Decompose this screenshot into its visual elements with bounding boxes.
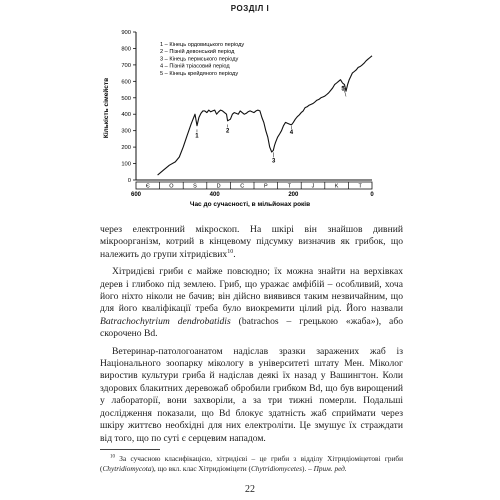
paragraph-3: Ветеринар-патологоанатом надіслав зразки заражених жаб із Національного зоопарку мікологу в університеті штату Мен. Міколог виростив культури гриба й надіслав деякі їх назад у Вашингтон. Коли здорових блакитних деревожаб обробили грибком Bd, що був вирощений у лабораторії, вони захворіли, а за три тижні померли. Подальші дослідження показали, що Bd блокує здатність жаб сприймати через шкіру життєво необхідні для них електроліти. Це змушує їх страждати від того, що по суті є серцевим нападом. [100,345,403,444]
paragraph-2 [100,266,403,340]
paragraph-2-text-a: Хітридієві гриби є майже повсюдно; їх можна знайти на верхівках дерев і глибоко під землею. Гриб, що уражає амфібій – особливий, хоча його ніхто ніколи не бачив; він дійсно виявився таким незвичайним, що для його кваліфікації треба було виокремити цілий рід. Його назвали [100,266,403,315]
y-tick-label: 100 [121,161,131,168]
paragraph-2-text-b: (batrachos – грецькою «жаба»), або скорочено Bd. [100,315,403,340]
x-tick-label: 600 [130,192,142,198]
chart-legend [160,42,244,77]
editor-note: Прим. ред. [313,463,347,473]
paragraph-1-text: через електронний мікроскоп. На шкірі він знайшов дивний мікроорганізм, котрий в кінцевому підсумку визначив як грибок, що належить до групи хітридієвих [100,224,403,260]
y-tick-label: 900 [121,30,131,36]
footnote-number: 10 [110,454,115,460]
body-text [100,224,403,450]
y-tick-label: 400 [121,112,131,119]
footnote-divider [100,449,160,450]
marker-label: 2 [225,128,230,135]
paragraph-1 [100,224,403,261]
legend-entry: 3 – Кінець пермського періоду [160,56,239,63]
extinction-chart [0,0,500,222]
extinction-markers [195,85,346,164]
y-tick-label: 800 [121,46,131,53]
footnote-ref: 10 [227,248,234,255]
paragraph-1-end: . [233,248,236,260]
marker-label: 5 [341,86,345,93]
period-label: T [287,183,292,190]
marker-label: 4 [289,130,294,137]
period-label: T [358,183,362,190]
running-header: РОЗДІЛ І [230,4,270,13]
y-tick-label: 700 [121,62,131,69]
period-label: О [169,183,174,190]
period-strip [131,182,374,198]
period-label: Є [145,183,150,190]
legend-entry: 5 – Кінець крейдяного періоду [160,70,239,77]
footnote-latin-2: Chytridiomycetes [250,463,303,473]
period-label: D [216,183,221,190]
species-name: Batrachochytrium dendrobatidis [100,315,231,327]
y-tick-label: 0 [127,178,131,184]
page-number: 22 [245,484,255,495]
footnote [100,454,403,473]
x-tick-label: 400 [209,192,220,198]
footnote-text-a: За сучасною класифікацією, хітридієві – це гриби з відділу Хітридіоміцетові гриби ( [100,454,403,473]
footnote-text-b: ), що вкл. клас Хітридіоміцети ( [151,463,251,473]
period-label: K [334,183,339,190]
marker-label: 1 [195,133,199,140]
footnote-latin-1: Chytridiomycota [102,463,152,473]
x-tick-label: 0 [370,192,374,198]
y-tick-label: 200 [121,145,131,152]
period-label: J [311,183,315,190]
footnote-text-c: ). – [302,463,314,473]
y-axis-label: Кількість сімейств [103,77,110,139]
legend-entry: 4 – Пізній тріасовий період [160,63,230,70]
marker-label: 3 [271,158,276,165]
legend-entry: 1 – Кінець ордовицького періоду [160,42,245,48]
y-tick-labels [121,30,131,184]
x-axis-label: Час до сучасності, в мільйонах років [189,201,311,208]
y-tick-label: 500 [121,95,131,102]
legend-entry: 2 – Пізній девонський період [160,49,235,56]
x-tick-label: 200 [288,192,299,198]
period-label: C [240,183,245,190]
y-tick-label: 600 [121,79,131,86]
y-tick-label: 300 [121,128,131,135]
period-label: P [263,183,268,190]
period-label: S [193,183,197,190]
